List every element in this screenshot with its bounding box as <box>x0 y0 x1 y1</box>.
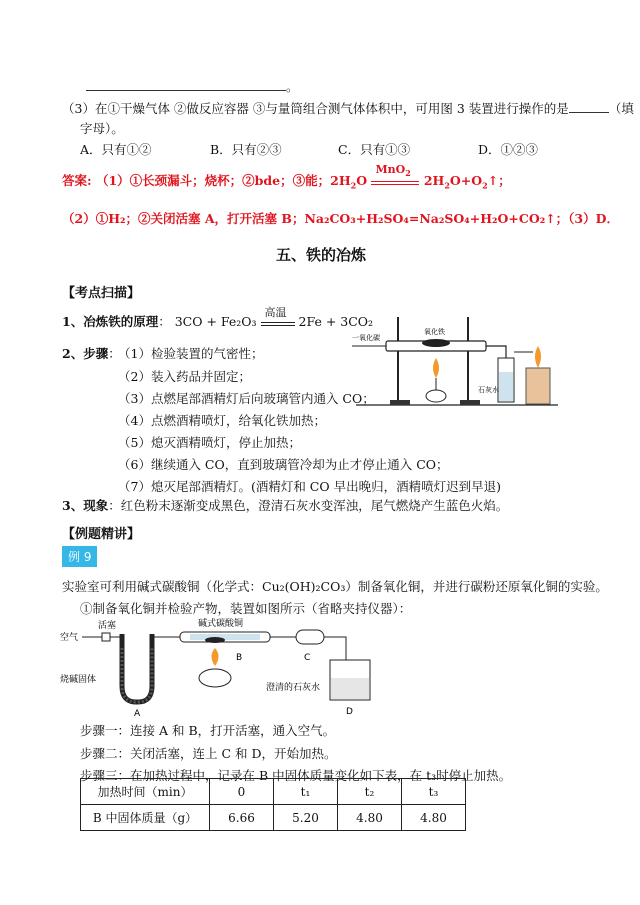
stand-base-right <box>460 400 480 405</box>
valve-label: 活塞 <box>98 621 117 631</box>
answer-product-tail-sub: 2 <box>482 180 488 191</box>
mineral-label: 碱式碳酸铜 <box>198 619 244 629</box>
q3-line1 <box>62 99 634 117</box>
table-cell: 4.80 <box>338 805 402 831</box>
step-7: （7）熄灭尾部酒精灯。(酒精灯和 CO 早出晚归，酒精喷灯迟到早退) <box>118 479 501 494</box>
valve <box>102 633 110 641</box>
high-temp-label: 高温 <box>264 305 287 319</box>
label-d: D <box>346 707 353 717</box>
principle-line <box>62 305 374 330</box>
table-header-cell: 0 <box>210 779 274 805</box>
label-c: C <box>304 653 311 663</box>
burner-flame <box>212 648 219 666</box>
tube-glass <box>190 634 260 640</box>
procedure-step-1: 步骤一：连接 A 和 B，打开活塞，通入空气。 <box>80 723 336 738</box>
u-tube <box>122 634 152 702</box>
q3-option-a: A．只有①② <box>80 142 152 157</box>
example-intro: 实验室可利用碱式碳酸铜（化学式：Cu₂(OH)₂CO₃）制备氧化铜，并进行碳粉还原氧化铜的实验。 <box>62 579 608 594</box>
answer-product-end: ↑； <box>487 173 511 188</box>
q3-option-d: D．①②③ <box>478 142 539 157</box>
tail-flame <box>535 346 541 368</box>
table-header-row <box>81 779 466 805</box>
table-header-cell: t₂ <box>338 779 402 805</box>
step-3: （3）点燃尾部酒精灯后向玻璃管内通入 CO； <box>118 391 375 406</box>
procedure-step-3: 步骤三：在加热过程中，记录在 B 中固体质量变化如下表，在 t₃时停止加热。 <box>80 768 512 783</box>
iron-oxide-label: 氧化铁 <box>424 328 445 336</box>
co-label: 一氧化碳 <box>352 334 380 342</box>
answer-line2: （2）①H₂；②关闭活塞 A，打开活塞 B；Na₂CO₃+H₂SO₄=Na₂SO₄+H₂O+CO₂↑；（3）D． <box>62 211 619 226</box>
q3-option-b: B．只有②③ <box>210 142 282 157</box>
principle-colon: ： <box>158 314 171 329</box>
table-header-cell: t₃ <box>402 779 466 805</box>
alcohol-lamp-block <box>526 368 550 404</box>
copper-experiment-figure <box>60 618 400 718</box>
principle-eq-right: 2Fe + 3CO₂ <box>298 314 374 329</box>
mineral-powder <box>205 637 225 643</box>
limewater-in-beaker <box>331 678 369 699</box>
q3-option-c: C．只有①③ <box>338 142 411 157</box>
limewater-label: 石灰水 <box>478 386 499 394</box>
step-4: （4）点燃酒精喷灯，给氧化铁加热； <box>118 413 326 428</box>
section-title: 五、铁的冶炼 <box>276 246 367 264</box>
example-sub: ①制备氧化铜并检验产物，装置如图所示（省略夹持仪器）： <box>80 601 412 616</box>
steps-label: 2、步骤 <box>62 346 109 361</box>
table-cell: 5.20 <box>274 805 338 831</box>
phenomenon-text: ：红色粉末逐渐变成黑色，澄清石灰水变浑浊，尾气燃烧产生蓝色火焰。 <box>108 498 509 513</box>
spirit-lamp <box>426 390 446 402</box>
step-5: （5）熄灭酒精喷灯，停止加热； <box>118 435 301 450</box>
iron-smelting-figure <box>348 312 568 412</box>
high-temp-arrow <box>261 305 295 330</box>
iron-oxide-powder <box>422 339 450 347</box>
principle-eq-left: 3CO + Fe₂O₃ <box>174 314 257 329</box>
q3-text: （3）在①干燥气体 ②做反应容器 ③与量筒组合测气体体积中，可用图 3 装置进行操作的是 <box>62 101 569 116</box>
q3-line2: 字母）。 <box>80 121 124 136</box>
limewater-liquid <box>499 372 513 401</box>
catalyst-label <box>375 163 410 178</box>
step-1: （1）检验装置的气密性； <box>118 346 264 361</box>
step-6: （6）继续通入 CO，直到玻璃管冷却为止才停止通入 CO； <box>118 457 449 472</box>
steps-colon: ： <box>108 346 121 361</box>
table-header-cell: t₁ <box>274 779 338 805</box>
table-cell: 6.66 <box>210 805 274 831</box>
q3-text-end: （填 <box>608 101 634 116</box>
answer-product-tail: O+O <box>449 173 483 188</box>
principle-label: 1、冶炼铁的原理 <box>62 314 159 329</box>
alkali-label: 烧碱固体 <box>60 675 97 685</box>
stand-base-left <box>390 400 410 405</box>
limewater-label-2: 澄清的石灰水 <box>266 683 321 693</box>
top-answer-blank <box>86 77 299 95</box>
catalyst-sub: 2 <box>405 167 411 178</box>
top-blank-tail: 。 <box>286 79 299 94</box>
answer-label: 答案: <box>62 173 92 188</box>
answer-o: O <box>356 173 368 188</box>
drying-tube <box>296 630 324 644</box>
procedure-step-2: 步骤二：关闭活塞，连上 C 和 D，开始加热。 <box>80 746 337 761</box>
answer-product: 2H <box>423 173 445 188</box>
alcohol-burner <box>199 669 231 687</box>
lamp-flame <box>433 358 439 378</box>
answer-line1 <box>62 162 511 191</box>
table-cell: B 中固体质量（g） <box>81 805 210 831</box>
steps-header <box>62 344 121 362</box>
example-title: 【例题精讲】 <box>62 527 141 542</box>
answer-product-sub: 2 <box>444 180 450 191</box>
answer-sub: 2 <box>350 180 357 191</box>
label-b: B <box>236 653 243 663</box>
step-2: （2）装入药品并固定； <box>118 369 251 384</box>
caustic-soda-fill <box>122 648 152 702</box>
answer-part1: （1）①长颈漏斗；烧杯；②bde；③能；2H <box>95 173 351 188</box>
table-header-cell: 加热时间（min） <box>81 779 210 805</box>
catalyst-text: MnO <box>375 162 406 176</box>
example-badge: 例 9 <box>62 546 97 567</box>
catalyst-arrow <box>371 162 419 189</box>
scan-title: 【考点扫描】 <box>62 286 141 301</box>
table-cell: 4.80 <box>402 805 466 831</box>
phenomenon-line <box>62 496 508 514</box>
air-label: 空气 <box>60 633 79 643</box>
mass-table <box>80 778 466 831</box>
label-a: A <box>134 709 141 718</box>
phenomenon-label: 3、现象 <box>62 498 109 513</box>
table-row <box>81 805 466 831</box>
